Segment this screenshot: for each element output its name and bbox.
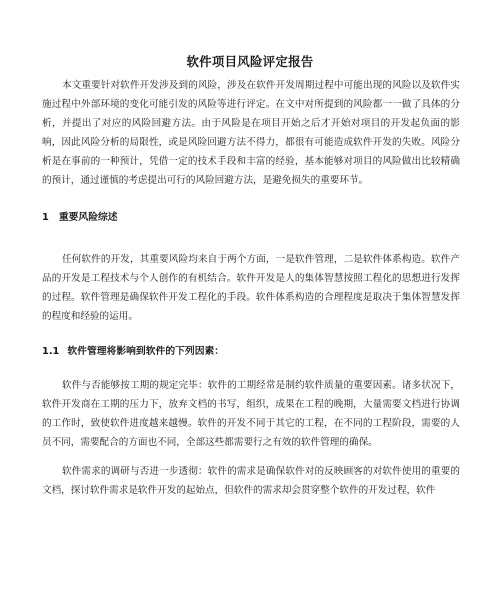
page-title: 软件项目风险评定报告 [186,54,314,69]
subsection-paragraph-1: 软件与否能够按工期的规定完毕：软件的工期经常是制约软件质量的重要因素。诸多状况下，软件开发商在工期的压力下，放弃文档的书写，组织，成果在工程的晚期，大量需要文档进行协调的工作时，致使软件进度越来越慢。软件的开发不同于其它的工程，在不同的工程阶段，需要的人员不同，需要配合的方面也不同，全部这些都需要行之有效的软件管理的确保。 [42,380,460,448]
section-heading [42,208,460,227]
subsection-paragraph-2: 软件需求的调研与否进一步透彻：软件的需求是确保软件对的反映顾客的对软件使用的重要的文档，探讨软件需求是软件开发的起始点，但软件的需求却会贯穿整个软件的开发过程，软件 [42,466,460,496]
intro-paragraph: 本文重要针对软件开发涉及到的风险，涉及在软件开发周期过程中可能出现的风险以及软件实施过程中外部环境的变化可能引发的风险等进行评定。在文中对所提到的风险都一一做了具体的分析，并提出了对应的风险回避方法。由于风险是在项目开始之后才开始对项目的开发起负面的影响，因此风险分析的局限性，或是风险回避方法不得力，都很有可能造成软件开发的失败。风险分析是在事前的一种预计，凭借一定的技术手段和丰富的经验，基本能够对项目的风险做出比较精确的预计，通过谨慎的考虑提出可行的风险回避方法，是避免损失的重要环节。 [42,80,460,186]
section-paragraph: 任何软件的开发，其重要风险均来自于两个方面，一是软件管理，二是软件体系构造。软件产品的开发是工程技术与个人创作的有机结合。软件开发是人的集体智慧按照工程化的思想进行发挥的过程。软件管理是确保软件开发工程化的手段。软件体系构造的合理程度是取决于集体智慧发挥的程度和经验的运用。 [42,254,460,322]
subsection-title: 软件管理将影响到软件的下列因素： [67,346,225,357]
subsection-number: 1.1 [42,346,60,357]
section-title: 重要风险综述 [58,212,118,223]
section-number: 1 [42,212,49,223]
subsection-heading [42,342,460,361]
